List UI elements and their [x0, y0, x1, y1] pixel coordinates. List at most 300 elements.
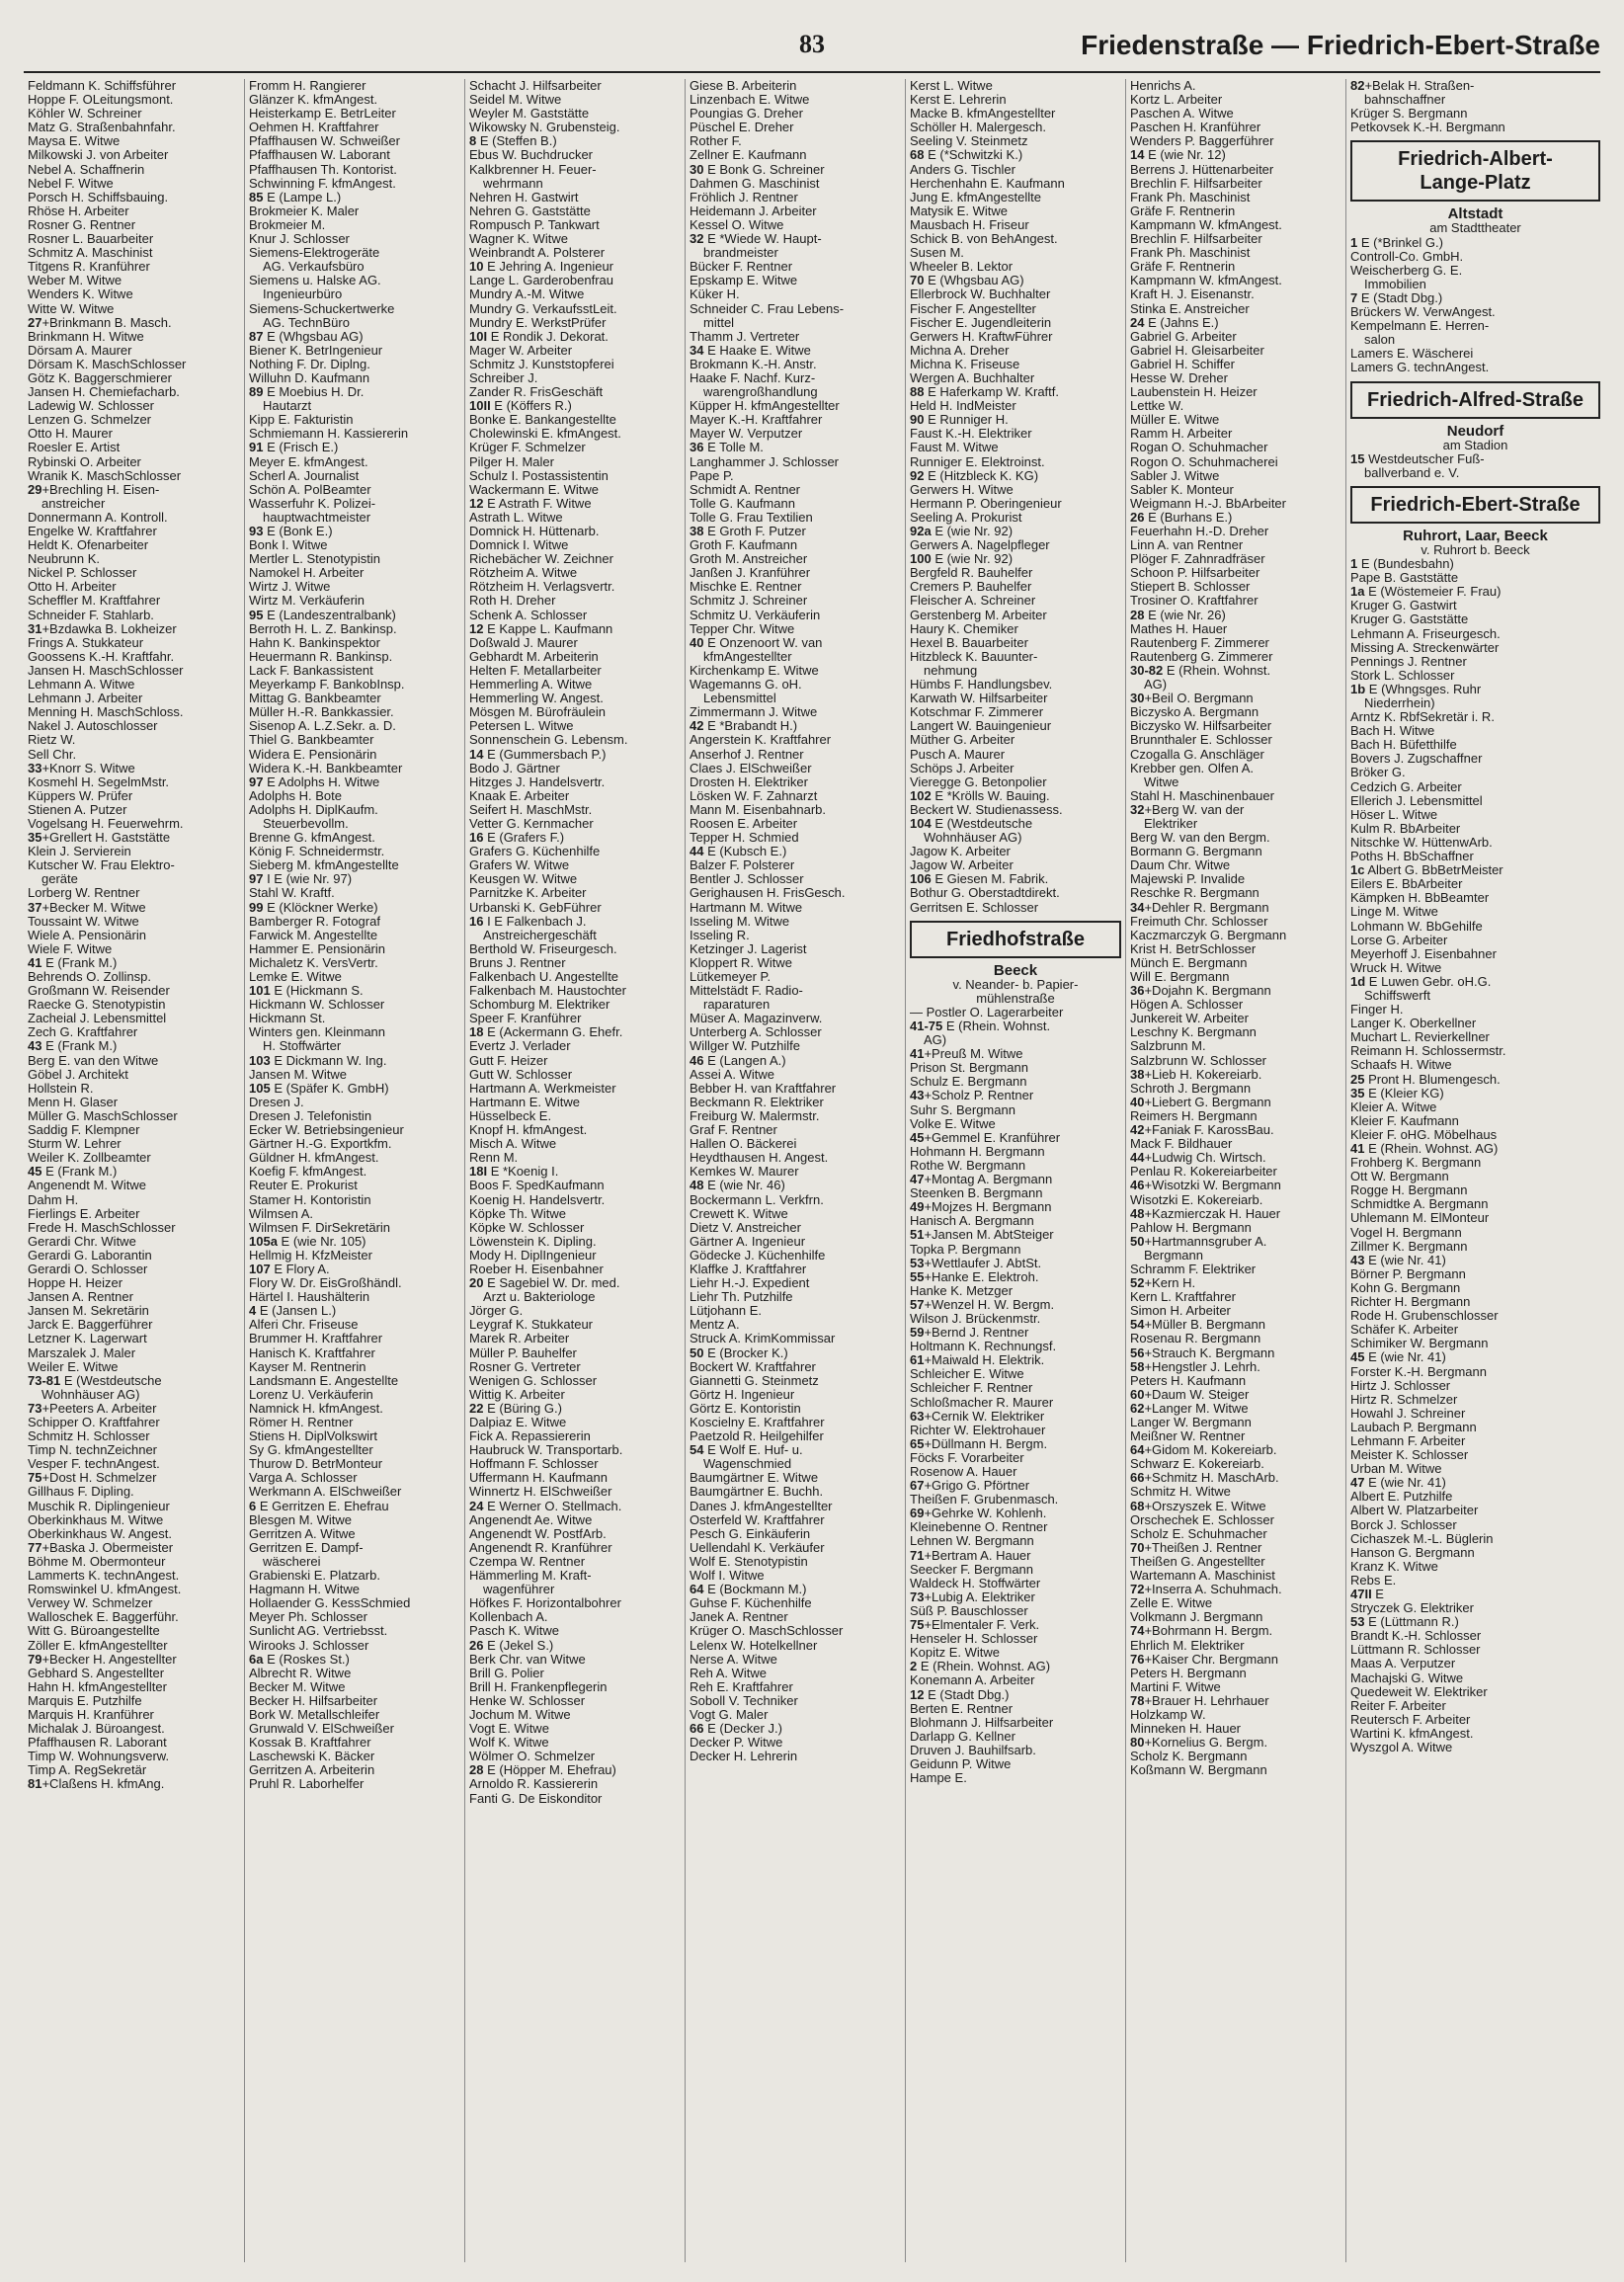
- directory-entry: 49+Mojzes H. Bergmann: [910, 1200, 1052, 1215]
- directory-entry: Saddig F. Klempner: [28, 1123, 140, 1138]
- directory-entry: Mittelstädt F. Radio-: [690, 984, 803, 999]
- directory-entry: 28 E (Höpper M. Ehefrau): [469, 1763, 616, 1778]
- directory-entry: Rebs E.: [1350, 1573, 1397, 1588]
- directory-entry: 41-75 E (Rhein. Wohnst.: [910, 1019, 1051, 1033]
- directory-entry: Salzbrunn W. Schlosser: [1130, 1053, 1267, 1068]
- running-title: Friedenstraße — Friedrich-Ebert-Straße: [1081, 30, 1600, 60]
- directory-entry: Schomburg M. Elektriker: [469, 998, 610, 1013]
- directory-entry: Crewett K. Witwe: [690, 1206, 788, 1221]
- directory-entry: Bodo J. Gärtner: [469, 761, 560, 775]
- directory-entry: Löwenstein K. Dipling.: [469, 1234, 597, 1249]
- directory-entry: Sunlicht AG. Vertriebsst.: [249, 1624, 388, 1639]
- directory-entry: 47 E (wie Nr. 41): [1350, 1476, 1446, 1491]
- house-number: 97: [249, 872, 264, 887]
- house-number: 56: [1130, 1345, 1145, 1360]
- directory-entry: Wolf K. Witwe: [469, 1736, 549, 1751]
- directory-entry: Wagemanns G. oH.: [690, 678, 802, 693]
- directory-entry: Balzer F. Polsterer: [690, 858, 795, 873]
- directory-entry: Schwinning F. kfmAngest.: [249, 176, 396, 191]
- directory-entry: Wolf I. Witwe: [690, 1569, 765, 1584]
- directory-entry: 64+Gidom M. Kokereiarb.: [1130, 1443, 1277, 1458]
- directory-entry: Maysa E. Witwe: [28, 134, 121, 149]
- directory-entry: Pahlow H. Bergmann: [1130, 1220, 1252, 1235]
- entry-continuation: wagenführer: [483, 1583, 555, 1597]
- directory-entry: Daum Chr. Witwe: [1130, 858, 1231, 873]
- directory-entry: Haury K. Chemiker: [910, 621, 1018, 636]
- street-heading: Friedrich-Alfred-Straße: [1350, 381, 1600, 419]
- directory-entry: Glänzer K. kfmAngest.: [249, 93, 378, 108]
- directory-entry: Kruger G. Gastwirt: [1350, 599, 1457, 613]
- directory-entry: Hexel B. Bauarbeiter: [910, 635, 1028, 650]
- directory-entry: Wilson J. Brückenmstr.: [910, 1311, 1041, 1326]
- directory-entry: Gutt W. Schlosser: [469, 1067, 573, 1082]
- directory-entry: Hickmann St.: [249, 1012, 326, 1026]
- directory-entry: 73+Peeters A. Arbeiter: [28, 1401, 157, 1416]
- directory-entry: Schloßmacher R. Maurer: [910, 1395, 1054, 1410]
- directory-entry: 36+Dojahn K. Bergmann: [1130, 984, 1271, 999]
- directory-entry: Wenigen G. Schlosser: [469, 1373, 598, 1388]
- directory-entry: Gabriel G. Arbeiter: [1130, 329, 1237, 344]
- directory-entry: Seeling A. Prokurist: [910, 510, 1022, 525]
- directory-entry: Groth M. Anstreicher: [690, 552, 808, 567]
- directory-entry: Vieregge G. Betonpolier: [910, 774, 1047, 789]
- directory-entry: Biczysko W. Hilfsarbeiter: [1130, 719, 1272, 734]
- directory-entry: Struck A. KrimKommissar: [690, 1332, 836, 1346]
- directory-entry: Lehmann A. Witwe: [28, 678, 135, 693]
- directory-entry: Becker M. Witwe: [249, 1679, 346, 1694]
- house-number: 64: [690, 1583, 704, 1597]
- house-number: 72: [1130, 1583, 1145, 1597]
- directory-entry: Pape P.: [690, 468, 734, 483]
- directory-entry: Mertler L. Stenotypistin: [249, 552, 380, 567]
- directory-entry: Hitzges J. Handelsvertr.: [469, 774, 606, 789]
- directory-entry: Wasserfuhr K. Polizei-: [249, 496, 376, 511]
- directory-entry: König F. Schneidermstr.: [249, 845, 385, 859]
- directory-entry: Keusgen W. Witwe: [469, 872, 578, 887]
- directory-entry: Albert E. Putzhilfe: [1350, 1490, 1453, 1505]
- directory-entry: Czempa W. Rentner: [469, 1554, 586, 1569]
- directory-entry: 93 E (Bonk E.): [249, 525, 333, 538]
- directory-entry: Boos F. SpedKaufmann: [469, 1179, 605, 1193]
- directory-entry: Zech G. Kraftfahrer: [28, 1025, 138, 1040]
- directory-entry: Mösgen M. Bürofräulein: [469, 705, 607, 720]
- column-7: [1345, 79, 1604, 2262]
- directory-entry: Hermann P. Oberingenieur: [910, 496, 1062, 511]
- house-number: 88: [910, 385, 925, 400]
- directory-entry: Grafers G. Küchenhilfe: [469, 845, 601, 859]
- entry-continuation: kfmAngestellter: [703, 649, 792, 664]
- directory-entry: Grunwald V. ElSchweißer: [249, 1722, 394, 1737]
- directory-entry: Lütjohann E.: [690, 1304, 763, 1319]
- directory-entry: Hanisch K. Kraftfahrer: [249, 1345, 375, 1360]
- directory-entry: 56+Strauch K. Bergmann: [1130, 1345, 1275, 1360]
- directory-entry: Hartmann A. Werkmeister: [469, 1081, 616, 1096]
- directory-entry: Rybinski O. Arbeiter: [28, 454, 141, 469]
- directory-entry: Kleier F. Kaufmann: [1350, 1113, 1459, 1128]
- directory-entry: Jansen M. Witwe: [249, 1067, 347, 1082]
- directory-entry: Gerwers A. Nagelpfleger: [910, 538, 1050, 553]
- directory-entry: Theißen G. Angestellter: [1130, 1554, 1265, 1569]
- house-number: 45: [910, 1130, 925, 1145]
- house-number: 57: [910, 1297, 925, 1312]
- directory-entry: Kossak B. Kraftfahrer: [249, 1736, 371, 1751]
- directory-entry: Kampmann W. kfmAngest.: [1130, 217, 1282, 232]
- directory-entry: Roesler E. Artist: [28, 441, 121, 455]
- directory-entry: Bamberger R. Fotograf: [249, 914, 380, 929]
- house-number: 14: [469, 747, 484, 762]
- house-number: 71: [910, 1548, 925, 1563]
- directory-entry: Witte W. Witwe: [28, 301, 115, 316]
- directory-entry: Pfaffhausen Th. Kontorist.: [249, 162, 397, 177]
- directory-entry: Brechlin F. Hilfsarbeiter: [1130, 176, 1262, 191]
- directory-entry: Roeber H. Eisenbahner: [469, 1262, 604, 1276]
- house-number: 28: [1130, 608, 1145, 622]
- column-4: [685, 79, 905, 2262]
- directory-entry: 105 E (Späfer K. GmbH): [249, 1081, 389, 1096]
- house-number: 7: [1350, 290, 1358, 305]
- house-number: 18I: [469, 1165, 488, 1180]
- directory-entry: Groth F. Kaufmann: [690, 538, 798, 553]
- directory-entry: Sy G. kfmAngestellter: [249, 1443, 373, 1458]
- directory-entry: Langert W. Bauingenieur: [910, 719, 1052, 734]
- house-number: 16: [469, 914, 484, 929]
- directory-entry: Meyer E. kfmAngest.: [249, 454, 368, 469]
- house-number: 85: [249, 190, 264, 204]
- directory-entry: Theißen F. Grubenmasch.: [910, 1493, 1059, 1508]
- house-number: 4: [249, 1304, 257, 1319]
- directory-entry: Wranik K. MaschSchlosser: [28, 468, 182, 483]
- directory-entry: 67+Grigo G. Pförtner: [910, 1479, 1030, 1494]
- directory-entry: Schmiemann H. Kassiererin: [249, 427, 409, 442]
- house-number: 41: [910, 1047, 925, 1062]
- directory-entry: Quedeweit W. Elektriker: [1350, 1684, 1488, 1699]
- directory-entry: Sisenop A. L.Z.Sekr. a. D.: [249, 719, 396, 734]
- directory-entry: Unterberg A. Schlosser: [690, 1025, 822, 1040]
- directory-entry: Hahn H. kfmAngestellter: [28, 1679, 167, 1694]
- directory-entry: Wergen A. Buchhalter: [910, 370, 1035, 385]
- directory-entry: Görtz H. Ingenieur: [690, 1387, 795, 1402]
- directory-entry: Ehrlich M. Elektriker: [1130, 1638, 1245, 1653]
- directory-entry: Gerardi O. Schlosser: [28, 1262, 148, 1276]
- house-number: 80: [1130, 1736, 1145, 1751]
- directory-entry: Controll-Co. GmbH.: [1350, 249, 1464, 264]
- directory-entry: 64 E (Bockmann M.): [690, 1583, 807, 1597]
- directory-entry: Lamers G. technAngest.: [1350, 361, 1490, 375]
- directory-entry: 70 E (Whgsbau AG): [910, 274, 1024, 288]
- directory-entry: 89 E Moebius H. Dr.: [249, 385, 365, 400]
- directory-entry: Wolf E. Stenotypistin: [690, 1554, 808, 1569]
- directory-entry: Urbanski K. GebFührer: [469, 900, 602, 915]
- directory-entry: 70+Theißen J. Rentner: [1130, 1540, 1262, 1555]
- directory-entry: v. Ruhrort b. Beeck: [1421, 542, 1530, 557]
- directory-entry: Rogan O. Schuhmacher: [1130, 441, 1268, 455]
- directory-entry: Czogalla G. Anschläger: [1130, 747, 1264, 762]
- house-number: 10I: [469, 329, 488, 344]
- directory-entry: Ruhrort, Laar, Beeck: [1403, 529, 1548, 543]
- directory-entry: Gebhardt M. Arbeiterin: [469, 649, 599, 664]
- house-number: 101: [249, 984, 271, 999]
- directory-entry: Schleicher F. Rentner: [910, 1381, 1033, 1396]
- directory-entry: Siemens-Schuckertwerke: [249, 301, 395, 316]
- directory-entry: Nickel P. Schlosser: [28, 566, 137, 581]
- directory-entry: Kirchenkamp E. Witwe: [690, 663, 819, 678]
- directory-entry: Vogt G. Maler: [690, 1707, 769, 1722]
- directory-entry: Frank Ph. Maschinist: [1130, 190, 1251, 204]
- directory-entry: Richebächer W. Zeichner: [469, 552, 613, 567]
- directory-entry: Schmitz J. Kunststopferei: [469, 357, 614, 371]
- directory-entry: Borck J. Schlosser: [1350, 1517, 1457, 1532]
- directory-entry: Lohmann W. BbGehilfe: [1350, 919, 1483, 934]
- directory-entry: Kaczmarczyk G. Bergmann: [1130, 928, 1287, 942]
- directory-entry: Tepper Chr. Witwe: [690, 621, 795, 636]
- directory-entry: Matysik E. Witwe: [910, 204, 1008, 218]
- directory-entry: Graf F. Rentner: [690, 1123, 777, 1138]
- directory-entry: Otto H. Maurer: [28, 427, 113, 442]
- directory-entry: Marszalek J. Maler: [28, 1345, 136, 1360]
- directory-entry: Angenendt M. Witwe: [28, 1179, 146, 1193]
- directory-entry: Arnoldo R. Kassiererin: [469, 1777, 599, 1792]
- directory-entry: Götz K. Baggerschmierer: [28, 370, 172, 385]
- directory-entry: Gärtner H.-G. Exportkfm.: [249, 1137, 392, 1152]
- directory-entry: Leschny K. Bergmann: [1130, 1025, 1257, 1040]
- directory-entry: Reuter E. Prokurist: [249, 1179, 358, 1193]
- directory-entry: Kloppert R. Witwe: [690, 955, 793, 970]
- directory-entry: Angerstein K. Kraftfahrer: [690, 733, 832, 748]
- directory-entry: Pusch A. Maurer: [910, 747, 1006, 762]
- directory-entry: 12 E Kappe L. Kaufmann: [469, 621, 613, 636]
- directory-entry: 50 E (Brocker K.): [690, 1345, 788, 1360]
- directory-entry: 40 E Onzenoort W. van: [690, 635, 823, 650]
- directory-entry: Reh A. Witwe: [690, 1666, 768, 1680]
- directory-entry: 79+Becker H. Angestellter: [28, 1652, 177, 1667]
- directory-entry: Scholz K. Bergmann: [1130, 1750, 1248, 1764]
- house-number: 1: [1350, 235, 1358, 250]
- directory-entry: Muschik R. Diplingenieur: [28, 1499, 170, 1513]
- directory-entry: Vogelsang H. Feuerwehrm.: [28, 816, 184, 831]
- directory-entry: Oberkinkhaus W. Angest.: [28, 1526, 172, 1541]
- directory-entry: Falkenbach M. Haustochter: [469, 984, 626, 999]
- directory-entry: Stiens H. DiplVolkswirt: [249, 1429, 378, 1444]
- directory-entry: 101 E (Hickmann S.: [249, 984, 364, 999]
- directory-entry: Missing A. Streckenwärter: [1350, 640, 1500, 655]
- directory-entry: Fierlings E. Arbeiter: [28, 1206, 140, 1221]
- house-number: 10II: [469, 399, 491, 414]
- directory-entry: Speer F. Kranführer: [469, 1012, 582, 1026]
- directory-entry: 43 E (Frank M.): [28, 1039, 118, 1054]
- directory-entry: Grabienski E. Platzarb.: [249, 1569, 380, 1584]
- directory-entry: Trosiner O. Kraftfahrer: [1130, 594, 1259, 609]
- house-number: 78: [1130, 1693, 1145, 1708]
- directory-entry: 55+Hanke E. Elektroh.: [910, 1269, 1039, 1284]
- directory-entry: Berthold W. Friseurgesch.: [469, 941, 617, 956]
- directory-entry: Köpke W. Schlosser: [469, 1220, 585, 1235]
- directory-entry: Epskamp E. Witwe: [690, 274, 798, 288]
- directory-entry: Jörger G.: [469, 1304, 524, 1319]
- directory-entry: Roosen E. Arbeiter: [690, 816, 798, 831]
- directory-entry: 63+Cernik W. Elektriker: [910, 1409, 1045, 1424]
- house-number: 105: [249, 1081, 271, 1096]
- house-number: 44: [1130, 1151, 1145, 1166]
- entry-continuation: H. Stoffwärter: [263, 1039, 342, 1054]
- directory-entry: Volke E. Witwe: [910, 1116, 996, 1131]
- directory-entry: Waldeck H. Stoffwärter: [910, 1576, 1041, 1590]
- house-number: 40: [690, 635, 704, 650]
- directory-entry: Hanson G. Bergmann: [1350, 1545, 1475, 1560]
- directory-entry: Hickmann W. Schlosser: [249, 998, 385, 1013]
- directory-entry: Namokel H. Arbeiter: [249, 566, 365, 581]
- directory-entry: 43 E (wie Nr. 41): [1350, 1253, 1446, 1267]
- directory-entry: Schoon P. Hilfsarbeiter: [1130, 566, 1260, 581]
- directory-entry: Pilger H. Maler: [469, 454, 554, 469]
- directory-entry: Jochum M. Witwe: [469, 1707, 571, 1722]
- directory-entry: 51+Jansen M. AbtSteiger: [910, 1228, 1054, 1243]
- directory-entry: Milkowski J. von Arbeiter: [28, 148, 169, 163]
- directory-entry: Stahl H. Maschinenbauer: [1130, 788, 1274, 803]
- directory-entry: Lettke W.: [1130, 399, 1184, 414]
- directory-entry: 54+Müller B. Bergmann: [1130, 1318, 1265, 1333]
- directory-entry: Dahm H.: [28, 1192, 79, 1207]
- directory-entry: Wisotzki E. Kokereiarb.: [1130, 1192, 1263, 1207]
- entry-continuation: wehrmann: [483, 176, 543, 191]
- directory-entry: Gerritzen A. Arbeiterin: [249, 1763, 375, 1778]
- directory-entry: Konemann A. Arbeiter: [910, 1673, 1035, 1688]
- directory-entry: Beeck: [993, 963, 1038, 978]
- directory-entry: Peters H. Kaufmann: [1130, 1373, 1247, 1388]
- directory-entry: Meister K. Schlosser: [1350, 1448, 1469, 1463]
- directory-entry: 8 E (Steffen B.): [469, 134, 557, 149]
- directory-entry: 60+Daum W. Steiger: [1130, 1387, 1250, 1402]
- directory-entry: Brunnthaler E. Schlosser: [1130, 733, 1272, 748]
- directory-entry: 65+Düllmann H. Bergm.: [910, 1436, 1048, 1451]
- directory-entry: Wikowsky N. Grubensteig.: [469, 121, 620, 135]
- directory-entry: Lüttmann R. Schlosser: [1350, 1643, 1481, 1658]
- house-number: 54: [1130, 1318, 1145, 1333]
- house-number: 61: [910, 1353, 925, 1368]
- directory-entry: Uhlemann M. ElMonteur: [1350, 1211, 1490, 1226]
- directory-entry: Kern L. Kraftfahrer: [1130, 1290, 1236, 1305]
- house-number: 34: [1130, 900, 1145, 915]
- directory-entry: Wiele A. Pensionärin: [28, 928, 146, 942]
- directory-entry: Otto H. Arbeiter: [28, 580, 117, 595]
- house-number: 53: [910, 1256, 925, 1270]
- directory-entry: Blohmann J. Hilfsarbeiter: [910, 1715, 1054, 1730]
- entry-continuation: bahnschaffner: [1364, 93, 1446, 108]
- directory-entry: Giannetti G. Steinmetz: [690, 1373, 819, 1388]
- directory-entry: Koenig H. Handelsvertr.: [469, 1192, 606, 1207]
- directory-entry: Assei A. Witwe: [690, 1067, 774, 1082]
- directory-entry: Pfaffhausen W. Laborant: [249, 148, 390, 163]
- entry-continuation: Wohnhäuser AG): [924, 831, 1022, 846]
- directory-entry: Domnick I. Witwe: [469, 538, 569, 553]
- entry-continuation: Elektriker: [1144, 816, 1198, 831]
- directory-entry: 1a E (Wöstemeier F. Frau): [1350, 585, 1502, 600]
- directory-entry: Langer K. Oberkellner: [1350, 1017, 1477, 1031]
- directory-entry: Mentz A.: [690, 1318, 740, 1333]
- street-heading: Friedhofstraße: [910, 921, 1121, 958]
- house-number: 81: [28, 1777, 42, 1792]
- directory-entry: Lorse G. Arbeiter: [1350, 933, 1448, 947]
- directory-entry: Freiburg W. Malermstr.: [690, 1108, 820, 1123]
- directory-entry: Weber M. Witwe: [28, 274, 122, 288]
- directory-entry: 97 I E (wie Nr. 97): [249, 872, 353, 887]
- directory-entry: Pape B. Gaststätte: [1350, 571, 1459, 586]
- directory-entry: Süß P. Bauschlosser: [910, 1603, 1028, 1618]
- directory-entry: Martini F. Witwe: [1130, 1679, 1221, 1694]
- directory-entry: Dahmen G. Maschinist: [690, 176, 820, 191]
- directory-entry: Nerse A. Witwe: [690, 1652, 777, 1667]
- directory-entry: 31+Bzdawka B. Lokheizer: [28, 621, 177, 636]
- entry-continuation: brandmeister: [703, 246, 778, 261]
- house-number: 54: [690, 1443, 704, 1458]
- house-number: 45: [28, 1165, 42, 1180]
- directory-entry: Bentler J. Schlosser: [690, 872, 804, 887]
- directory-entry: Pfaffhausen W. Schweißer: [249, 134, 400, 149]
- directory-entry: Högen A. Schlosser: [1130, 998, 1244, 1013]
- directory-entry: Bebber H. van Kraftfahrer: [690, 1081, 837, 1096]
- house-number: 79: [28, 1652, 42, 1667]
- directory-entry: Hahn K. Bankinspektor: [249, 635, 380, 650]
- directory-entry: 103 E Dickmann W. Ing.: [249, 1053, 387, 1068]
- page-header: [24, 26, 1600, 73]
- directory-entry: Orschechek E. Schlosser: [1130, 1512, 1274, 1527]
- directory-entry: 102 E *Krölls W. Bauing.: [910, 788, 1050, 803]
- house-number: 15: [1350, 451, 1365, 466]
- directory-entry: Mundry G. VerkaufsstLeit.: [469, 301, 617, 316]
- house-number: 6: [249, 1499, 257, 1513]
- house-number: 73: [910, 1589, 925, 1604]
- directory-entry: Weischerberg G. E.: [1350, 263, 1463, 278]
- directory-entry: 30 E Bonk G. Schreiner: [690, 162, 825, 177]
- directory-entry: 2 E (Rhein. Wohnst. AG): [910, 1660, 1051, 1674]
- directory-entry: Rosner G. Vertreter: [469, 1359, 581, 1374]
- entry-continuation: Immobilien: [1364, 277, 1426, 291]
- directory-entry: Krüger F. Schmelzer: [469, 441, 586, 455]
- directory-entry: Scherl A. Journalist: [249, 468, 360, 483]
- entry-continuation: Wohnhäuser AG): [41, 1387, 140, 1402]
- column-6: [1125, 79, 1345, 2262]
- directory-entry: Evertz J. Verlader: [469, 1039, 571, 1054]
- directory-entry: Langhammer J. Schlosser: [690, 454, 840, 469]
- directory-entry: Sabler J. Witwe: [1130, 468, 1220, 483]
- directory-entry: 58+Hengstler J. Lehrh.: [1130, 1359, 1260, 1374]
- directory-entry: Paschen A. Witwe: [1130, 107, 1234, 122]
- directory-entry: 90 E Runniger H.: [910, 413, 1009, 428]
- directory-entry: Timp W. Wohnungsverw.: [28, 1750, 170, 1764]
- directory-entry: Petkovsek K.-H. Bergmann: [1350, 121, 1505, 135]
- directory-entry: Kemkes W. Maurer: [690, 1165, 799, 1180]
- directory-entry: Wheeler B. Lektor: [910, 260, 1014, 275]
- house-number: 47II: [1350, 1588, 1372, 1601]
- directory-entry: Stinka E. Anstreicher: [1130, 301, 1250, 316]
- house-number: 33: [28, 761, 42, 775]
- directory-entry: Dalpiaz E. Witwe: [469, 1416, 567, 1429]
- directory-entry: 4 E (Jansen L.): [249, 1304, 337, 1319]
- directory-entry: Reimers H. Bergmann: [1130, 1108, 1258, 1123]
- entry-continuation: Hautarzt: [263, 399, 312, 414]
- directory-entry: 33+Knorr S. Witwe: [28, 761, 135, 775]
- directory-entry: Göbel J. Architekt: [28, 1067, 128, 1082]
- house-number: 65: [910, 1436, 925, 1451]
- house-number: 32: [1130, 802, 1145, 817]
- directory-entry: Kempelmann E. Herren-: [1350, 319, 1490, 334]
- directory-entry: 30+Beil O. Bergmann: [1130, 692, 1254, 706]
- directory-entry: Kampmann W. kfmAngest.: [1130, 274, 1282, 288]
- directory-entry: Wruck H. Witwe: [1350, 960, 1442, 975]
- directory-entry: Behrends O. Zollinsp.: [28, 970, 152, 984]
- directory-entry: Verwey W. Schmelzer: [28, 1596, 153, 1611]
- directory-entry: Fischer F. Angestellter: [910, 301, 1036, 316]
- house-number: 10: [469, 260, 484, 275]
